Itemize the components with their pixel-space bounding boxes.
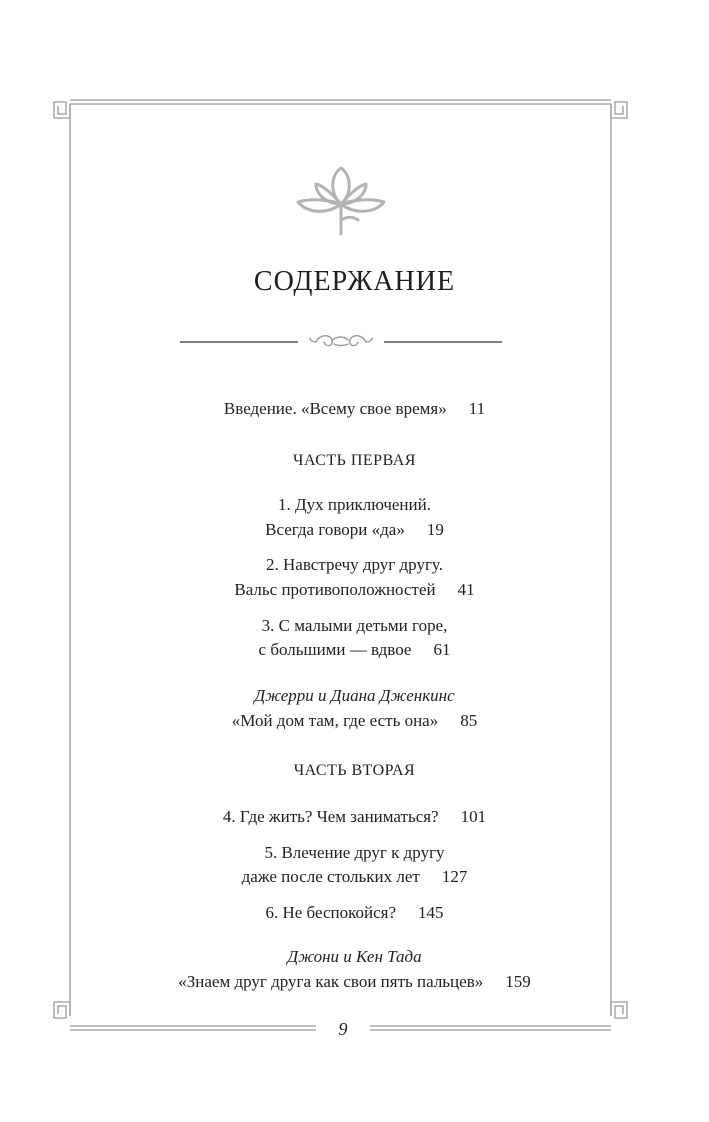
toc-story-1-title[interactable]: «Мой дом там, где есть она» 85 — [0, 709, 709, 733]
toc-page-number: 41 — [457, 580, 475, 599]
page-number: 9 — [330, 1019, 356, 1040]
part-one-heading: ЧАСТЬ ПЕРВАЯ — [293, 452, 416, 469]
toc-story-1-author[interactable]: Джерри и Диана Дженкинс — [254, 686, 455, 705]
scroll-flourish-icon — [310, 336, 372, 346]
toc-chapter-2-line2[interactable]: Вальс противоположностей 41 — [0, 578, 709, 602]
toc-chapter-2-line1[interactable]: 2. Навстречу друг другу. — [266, 555, 443, 574]
toc-page-number: 85 — [460, 711, 478, 730]
toc-chapter-1-line1[interactable]: 1. Дух приключений. — [278, 495, 431, 514]
toc-page-number: 145 — [418, 903, 444, 922]
toc-chapter-6[interactable]: 6. Не беспокойся? 145 — [0, 901, 709, 925]
toc-page-number: 11 — [468, 399, 486, 418]
toc-page-number: 61 — [433, 640, 451, 659]
toc-chapter-3-line2[interactable]: с большими — вдвое 61 — [0, 638, 709, 662]
toc-chapter-3-line1[interactable]: 3. С малыми детьми горе, — [261, 616, 448, 635]
toc-page-number: 19 — [426, 520, 444, 539]
toc-chapter-1-line2[interactable]: Всегда говори «да» 19 — [0, 518, 709, 542]
lotus-icon — [290, 162, 392, 238]
toc-story-2-title[interactable]: «Знаем друг друга как свои пять пальцев» 159 — [0, 970, 709, 994]
toc-story-2-author[interactable]: Джони и Кен Тада — [287, 947, 422, 966]
title-divider — [180, 328, 502, 352]
toc-intro[interactable]: Введение. «Всему свое время» 11 — [0, 397, 709, 421]
toc-page-number: 127 — [441, 867, 468, 886]
toc-chapter-4[interactable]: 4. Где жить? Чем заниматься? 101 — [0, 805, 709, 829]
page-title: СОДЕРЖАНИЕ — [253, 266, 456, 297]
toc-page-number: 101 — [460, 807, 487, 826]
toc-chapter-5-line2[interactable]: даже после стольких лет 127 — [0, 865, 709, 889]
toc-page-number: 159 — [505, 972, 531, 991]
part-two-heading: ЧАСТЬ ВТОРАЯ — [293, 762, 416, 779]
toc-chapter-5-line1[interactable]: 5. Влечение друг к другу — [264, 843, 445, 862]
